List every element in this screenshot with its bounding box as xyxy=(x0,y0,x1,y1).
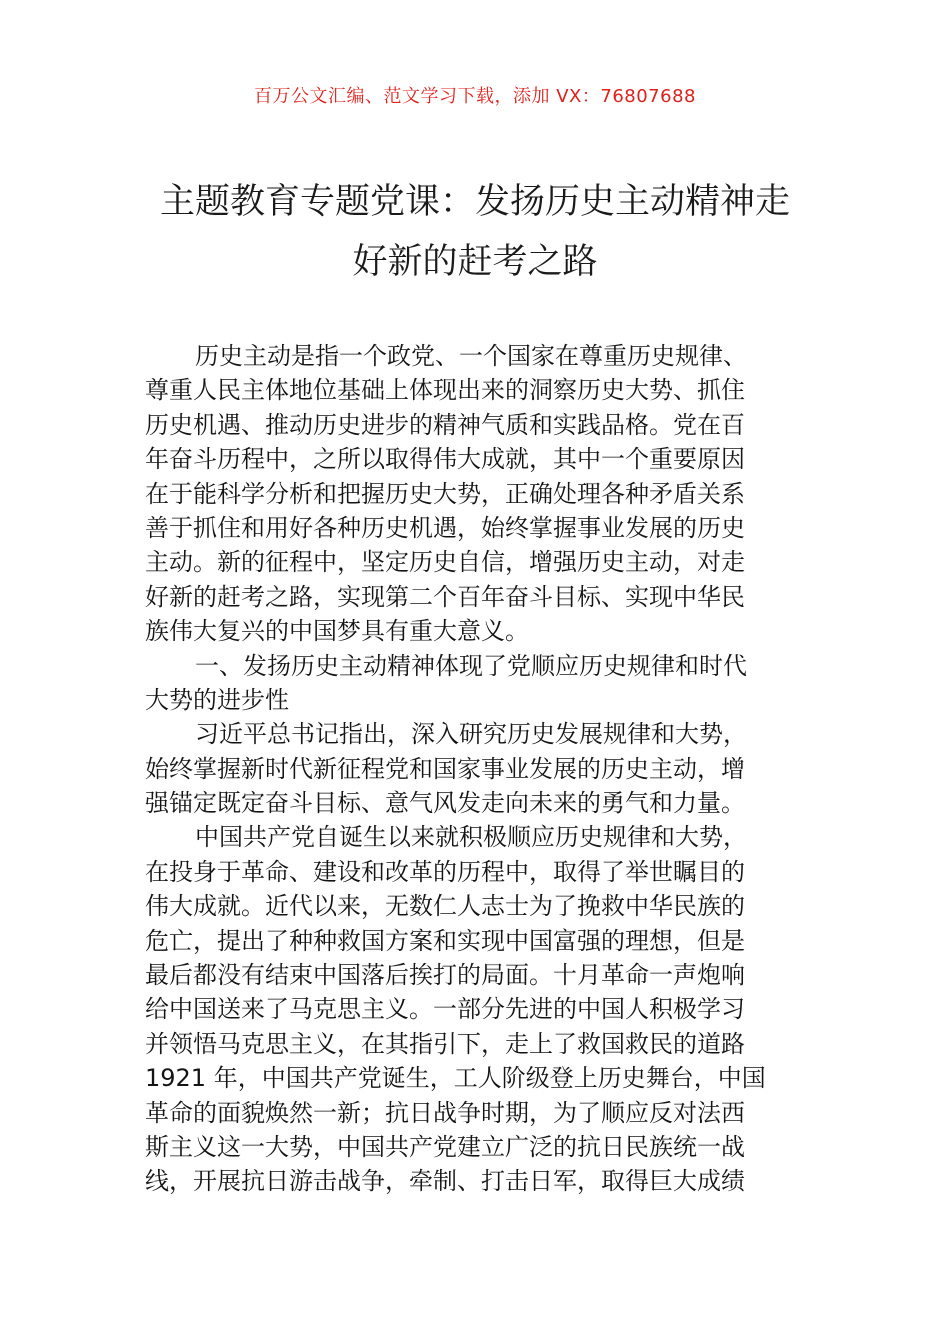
paragraph-3-line: 在投身于革命、建设和改革的历程中，取得了举世瞩目的 xyxy=(145,857,745,886)
paragraph-2-line: 习近平总书记指出，深入研究历史发展规律和大势， xyxy=(195,720,747,749)
paragraph-3-line: 线，开展抗日游击战争，牵制、打击日军，取得巨大成绩 xyxy=(145,1167,745,1196)
section-heading-line: 一、发扬历史主动精神体现了党顺应历史规律和时代 xyxy=(195,651,747,680)
paragraph-3-line: 斯主义这一大势，中国共产党建立广泛的抗日民族统一战 xyxy=(145,1132,745,1161)
document-title xyxy=(140,172,810,292)
paragraph-1-line: 主动。新的征程中，坚定历史自信，增强历史主动，对走 xyxy=(145,548,745,577)
paragraph-3-line: 给中国送来了马克思主义。一部分先进的中国人积极学习 xyxy=(145,995,745,1024)
paragraph-3-line: 危亡，提出了种种救国方案和实现中国富强的理想，但是 xyxy=(145,926,745,955)
paragraph-3-line: 伟大成就。近代以来，无数仁人志士为了挽救中华民族的 xyxy=(145,892,745,921)
paragraph-1-line: 好新的赶考之路，实现第二个百年奋斗目标、实现中华民 xyxy=(145,582,745,611)
paragraph-1-line: 历史机遇、推动历史进步的精神气质和实践品格。党在百 xyxy=(145,410,745,439)
paragraph-1-line: 历史主动是指一个政党、一个国家在尊重历史规律、 xyxy=(195,342,747,370)
title-line-1: 主题教育专题党课：发扬历史主动精神走 xyxy=(159,182,790,222)
paragraph-1-line: 年奋斗历程中，之所以取得伟大成就，其中一个重要原因 xyxy=(145,445,745,474)
paragraph-3-line: 革命的面貌焕然一新；抗日战争时期，为了顺应反对法西 xyxy=(145,1098,745,1127)
paragraph-3-line: 最后都没有结束中国落后挨打的局面。十月革命一声炮响 xyxy=(145,961,745,990)
title-line-2: 好新的赶考之路 xyxy=(352,242,598,282)
section-heading-line: 大势的进步性 xyxy=(145,685,289,714)
paragraph-3-line: 中国共产党自诞生以来就积极顺应历史规律和大势， xyxy=(195,823,747,852)
paragraph-2-line: 始终掌握新时代新征程党和国家事业发展的历史主动，增 xyxy=(145,754,745,783)
paragraph-1-line: 族伟大复兴的中国梦具有重大意义。 xyxy=(145,617,529,646)
paragraph-1-line: 善于抓住和用好各种历史机遇，始终掌握事业发展的历史 xyxy=(145,513,745,542)
paragraph-3-line: 1921 年，中国共产党诞生，工人阶级登上历史舞台，中国 xyxy=(145,1064,766,1093)
paragraph-2-line: 强锚定既定奋斗目标、意气风发走向未来的勇气和力量。 xyxy=(145,789,745,818)
header-note: 百万公文汇编、范文学习下载，添加 VX：76807688 xyxy=(254,86,696,107)
paragraph-1-line: 在于能科学分析和把握历史大势，正确处理各种矛盾关系 xyxy=(145,479,745,508)
paragraph-1-line: 尊重人民主体地位基础上体现出来的洞察历史大势、抓住 xyxy=(145,376,745,405)
document-body xyxy=(145,339,806,1199)
paragraph-3-line: 并领悟马克思主义，在其指引下，走上了救国救民的道路 xyxy=(145,1029,745,1058)
